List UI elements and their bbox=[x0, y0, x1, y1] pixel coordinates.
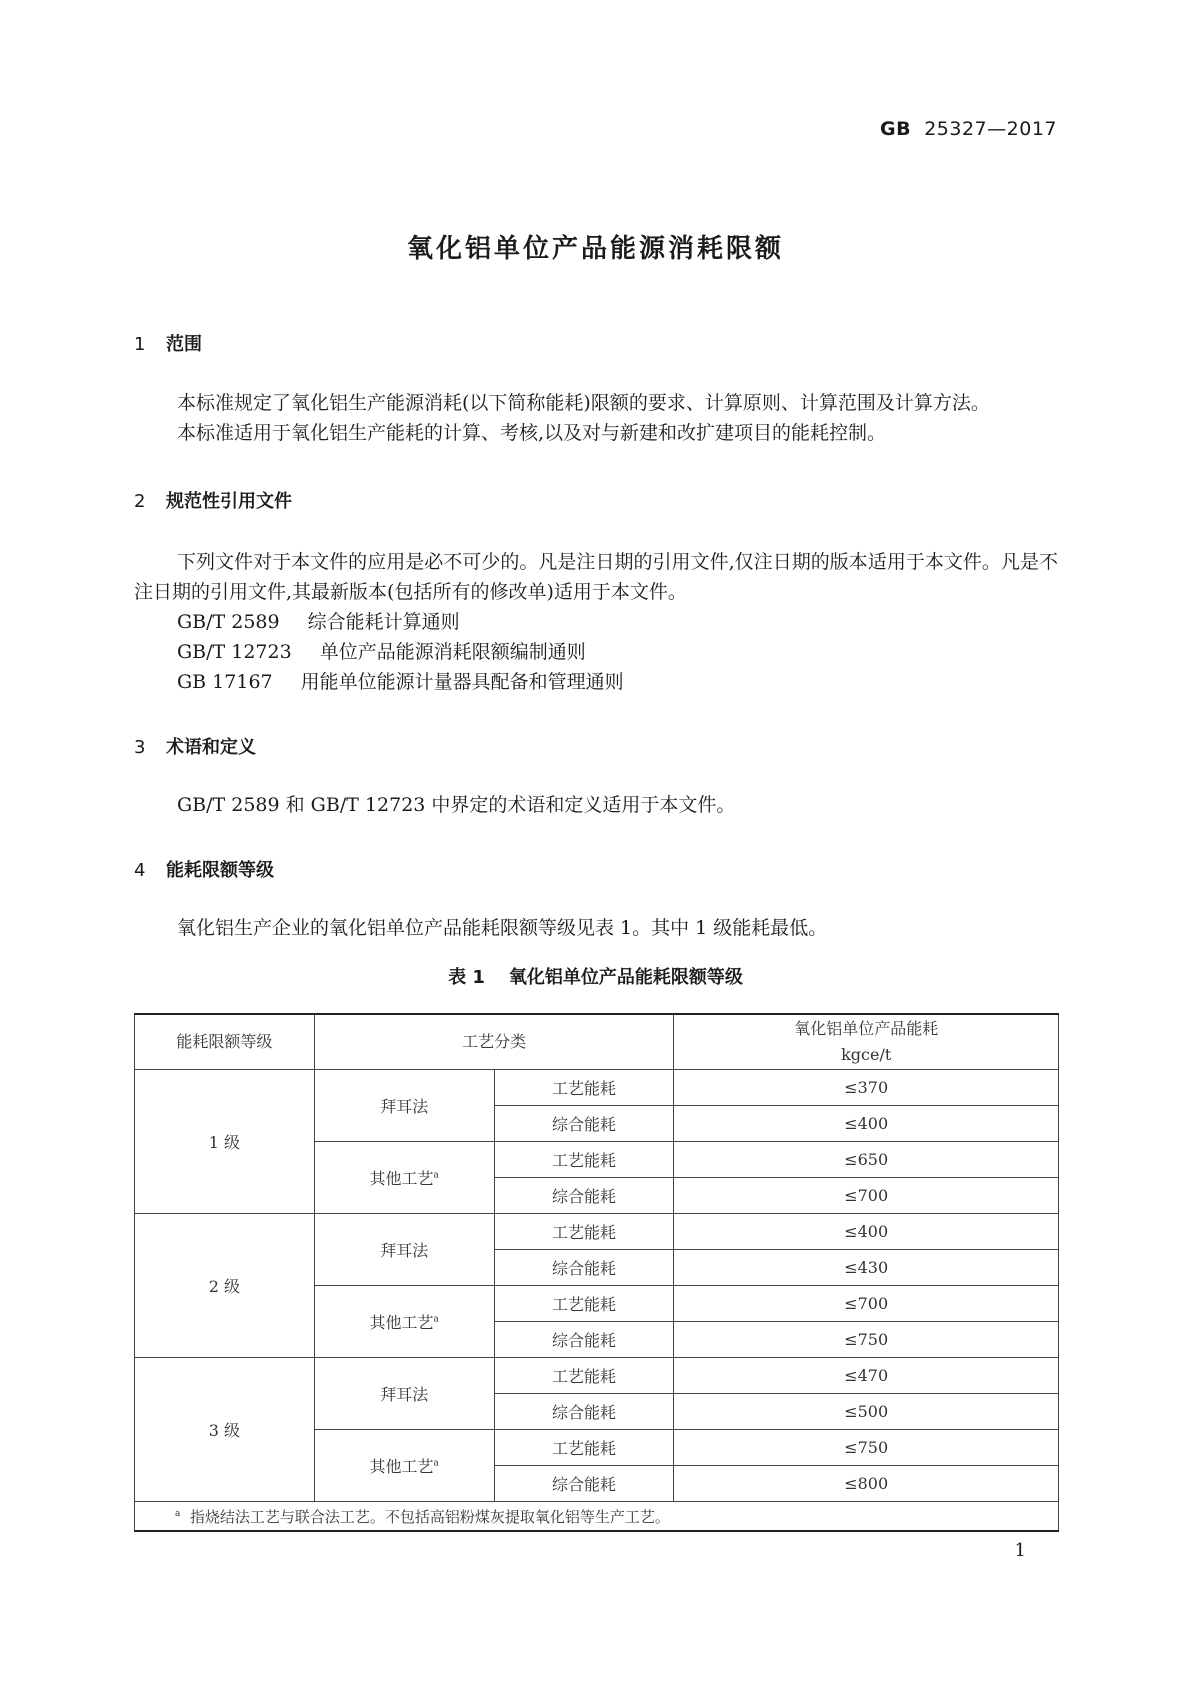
grade-cell: 1 级 bbox=[135, 1070, 315, 1214]
section-number: 4 bbox=[134, 860, 146, 881]
table-header-row bbox=[135, 1014, 1059, 1070]
process-cell: 其他工艺$^a$ bbox=[314, 1286, 494, 1358]
process-cell: 拜耳法 bbox=[314, 1214, 494, 1286]
reference-item: GB 17167 用能单位能源计量器具配备和管理通则 bbox=[177, 671, 624, 693]
value-cell: ≤400 bbox=[674, 1106, 1059, 1142]
value-cell: ≤750 bbox=[674, 1430, 1059, 1466]
process-cell: 其他工艺$^a$ bbox=[314, 1430, 494, 1502]
value-cell: ≤470 bbox=[674, 1358, 1059, 1394]
type-cell: 工艺能耗 bbox=[494, 1358, 674, 1394]
section-1-body bbox=[134, 388, 1058, 448]
section-4-heading bbox=[134, 856, 274, 882]
paragraph: 下列文件对于本文件的应用是必不可少的。凡是注日期的引用文件,仅注日期的版本适用于本文件。凡是不注日期的引用文件,其最新版本(包括所有的修改单)适用于本文件。 bbox=[134, 551, 1058, 603]
grade-cell: 3 级 bbox=[135, 1358, 315, 1502]
process-cell: 拜耳法 bbox=[314, 1070, 494, 1142]
header-unit: kgce/t bbox=[841, 1045, 892, 1064]
section-title: 范围 bbox=[166, 334, 202, 355]
type-cell: 工艺能耗 bbox=[494, 1142, 674, 1178]
type-cell: 工艺能耗 bbox=[494, 1430, 674, 1466]
section-3-body bbox=[134, 790, 1058, 820]
value-cell: ≤430 bbox=[674, 1250, 1059, 1286]
table-footnote: $^a$ 指烧结法工艺与联合法工艺。不包括高铝粉煤灰提取氧化铝等生产工艺。 bbox=[135, 1502, 1059, 1532]
section-number: 3 bbox=[134, 737, 146, 758]
section-number: 2 bbox=[134, 491, 146, 512]
header-process: 工艺分类 bbox=[314, 1014, 674, 1070]
process-cell: 其他工艺$^a$ bbox=[314, 1142, 494, 1214]
process-cell: 拜耳法 bbox=[314, 1358, 494, 1430]
reference-item: GB/T 2589 综合能耗计算通则 bbox=[177, 611, 460, 633]
table-row bbox=[135, 1358, 1059, 1394]
section-3-heading bbox=[134, 733, 256, 759]
table-row bbox=[135, 1070, 1059, 1106]
value-cell: ≤400 bbox=[674, 1214, 1059, 1250]
paragraph: 本标准规定了氧化铝生产能源消耗(以下简称能耗)限额的要求、计算原则、计算范围及计算方法。 bbox=[177, 392, 990, 414]
type-cell: 综合能耗 bbox=[494, 1322, 674, 1358]
section-title: 规范性引用文件 bbox=[166, 491, 292, 512]
section-1-heading bbox=[134, 330, 202, 356]
paragraph: 本标准适用于氧化铝生产能耗的计算、考核,以及对与新建和改扩建项目的能耗控制。 bbox=[177, 422, 887, 444]
standard-number bbox=[880, 118, 1057, 140]
value-cell: ≤650 bbox=[674, 1142, 1059, 1178]
value-cell: ≤800 bbox=[674, 1466, 1059, 1502]
type-cell: 综合能耗 bbox=[494, 1466, 674, 1502]
value-cell: ≤700 bbox=[674, 1178, 1059, 1214]
grade-cell: 2 级 bbox=[135, 1214, 315, 1358]
document-title: 氧化铝单位产品能源消耗限额 bbox=[406, 234, 784, 264]
header-consumption: 氧化铝单位产品能耗 kgce/t bbox=[674, 1014, 1059, 1070]
table-caption bbox=[0, 963, 1191, 989]
paragraph: 氧化铝生产企业的氧化铝单位产品能耗限额等级见表 1。其中 1 级能耗最低。 bbox=[177, 917, 828, 939]
type-cell: 综合能耗 bbox=[494, 1250, 674, 1286]
type-cell: 综合能耗 bbox=[494, 1178, 674, 1214]
value-cell: ≤370 bbox=[674, 1070, 1059, 1106]
value-cell: ≤700 bbox=[674, 1286, 1059, 1322]
table-number: 表 1 bbox=[448, 967, 485, 988]
reference-item: GB/T 12723 单位产品能源消耗限额编制通则 bbox=[177, 641, 586, 663]
section-4-body bbox=[134, 913, 1058, 943]
page-number: 1 bbox=[1014, 1540, 1026, 1561]
type-cell: 工艺能耗 bbox=[494, 1286, 674, 1322]
header-grade: 能耗限额等级 bbox=[135, 1014, 315, 1070]
type-cell: 工艺能耗 bbox=[494, 1070, 674, 1106]
type-cell: 综合能耗 bbox=[494, 1394, 674, 1430]
type-cell: 工艺能耗 bbox=[494, 1214, 674, 1250]
section-title: 术语和定义 bbox=[166, 737, 256, 758]
section-2-body bbox=[134, 547, 1058, 697]
energy-limit-table bbox=[134, 1013, 1059, 1532]
standard-code: 25327—2017 bbox=[924, 118, 1057, 140]
section-2-heading bbox=[134, 487, 292, 513]
section-number: 1 bbox=[134, 334, 146, 355]
table-footnote-row bbox=[135, 1502, 1059, 1532]
table-row bbox=[135, 1214, 1059, 1250]
value-cell: ≤750 bbox=[674, 1322, 1059, 1358]
value-cell: ≤500 bbox=[674, 1394, 1059, 1430]
section-title: 能耗限额等级 bbox=[166, 860, 274, 881]
paragraph: GB/T 2589 和 GB/T 12723 中界定的术语和定义适用于本文件。 bbox=[177, 794, 736, 816]
table-title: 氧化铝单位产品能耗限额等级 bbox=[508, 967, 743, 988]
type-cell: 综合能耗 bbox=[494, 1106, 674, 1142]
standard-prefix: GB bbox=[880, 118, 912, 140]
